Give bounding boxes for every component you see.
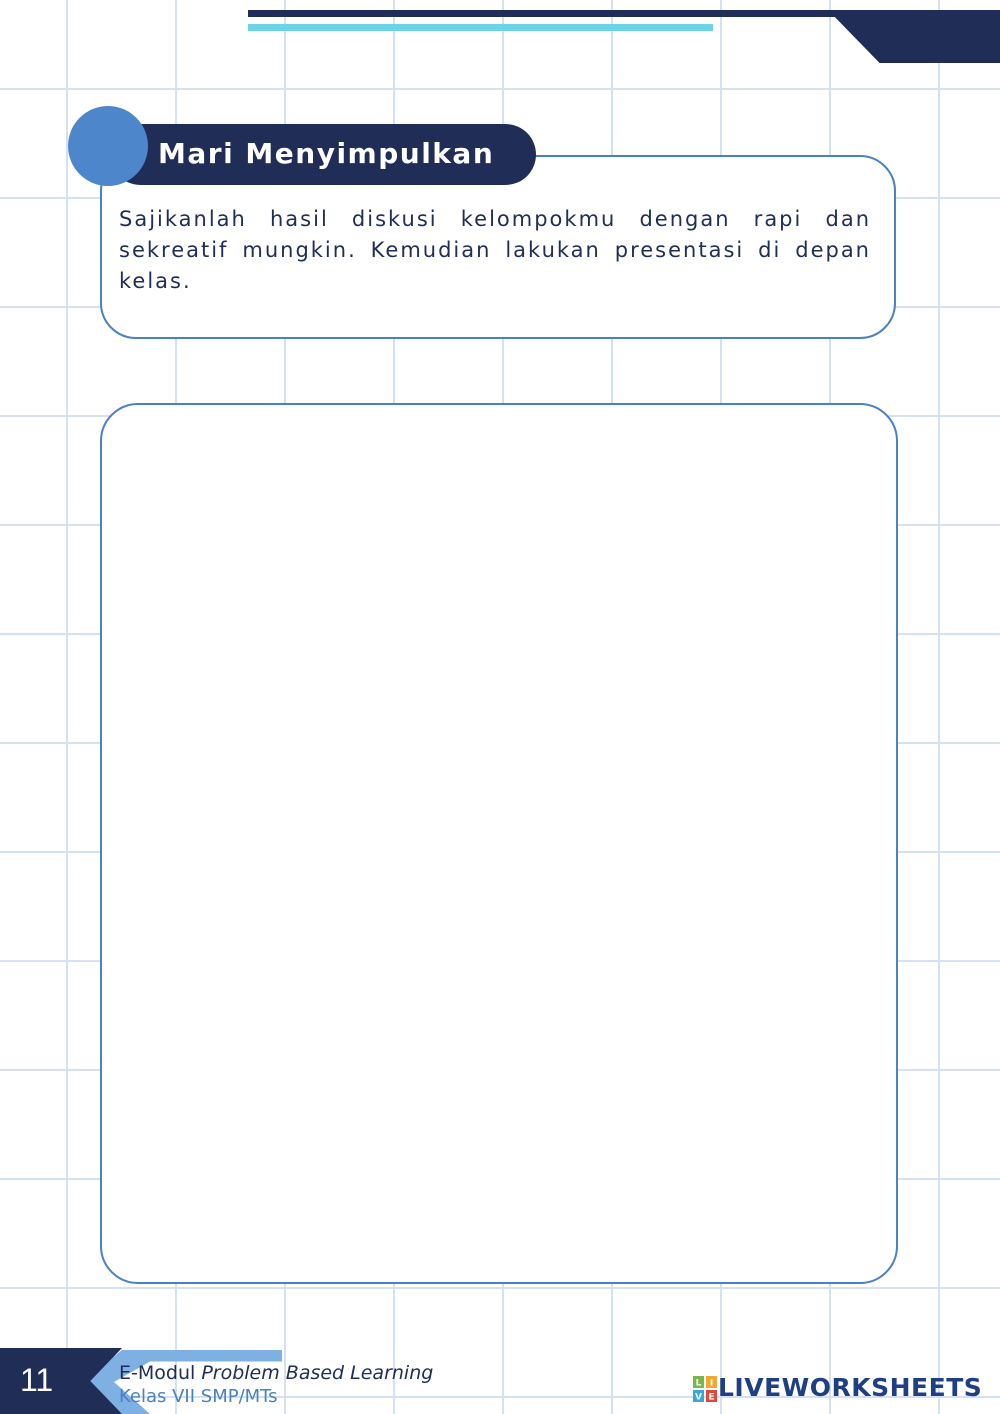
svg-text:I: I	[709, 1378, 714, 1389]
instruction-text: Sajikanlah hasil diskusi kelompokmu dengan rapi dan sekreatif mungkin. Kemudian lakukan presentasi di depan kelas.	[119, 207, 871, 293]
header-decor-bar-cyan	[248, 24, 713, 31]
svg-text:L: L	[695, 1378, 702, 1389]
footer-class-label: Kelas VII SMP/MTs	[119, 1386, 278, 1407]
section-title: Mari Menyimpulkan	[158, 137, 495, 170]
header-decor-corner	[828, 10, 1000, 63]
page-number: 11	[20, 1362, 54, 1398]
liveworksheets-brand[interactable]: LIVEWORKSHEETS	[718, 1373, 983, 1402]
answer-area[interactable]	[100, 403, 898, 1284]
section-title-circle	[68, 106, 148, 186]
footer-module-title	[119, 1362, 433, 1384]
liveworksheets-logo-icon	[693, 1376, 717, 1402]
footer-module-italic: Problem Based Learning	[201, 1362, 434, 1384]
svg-text:E: E	[708, 1392, 715, 1402]
footer-module-prefix: E-Modul	[119, 1362, 202, 1384]
svg-text:V: V	[695, 1392, 702, 1402]
